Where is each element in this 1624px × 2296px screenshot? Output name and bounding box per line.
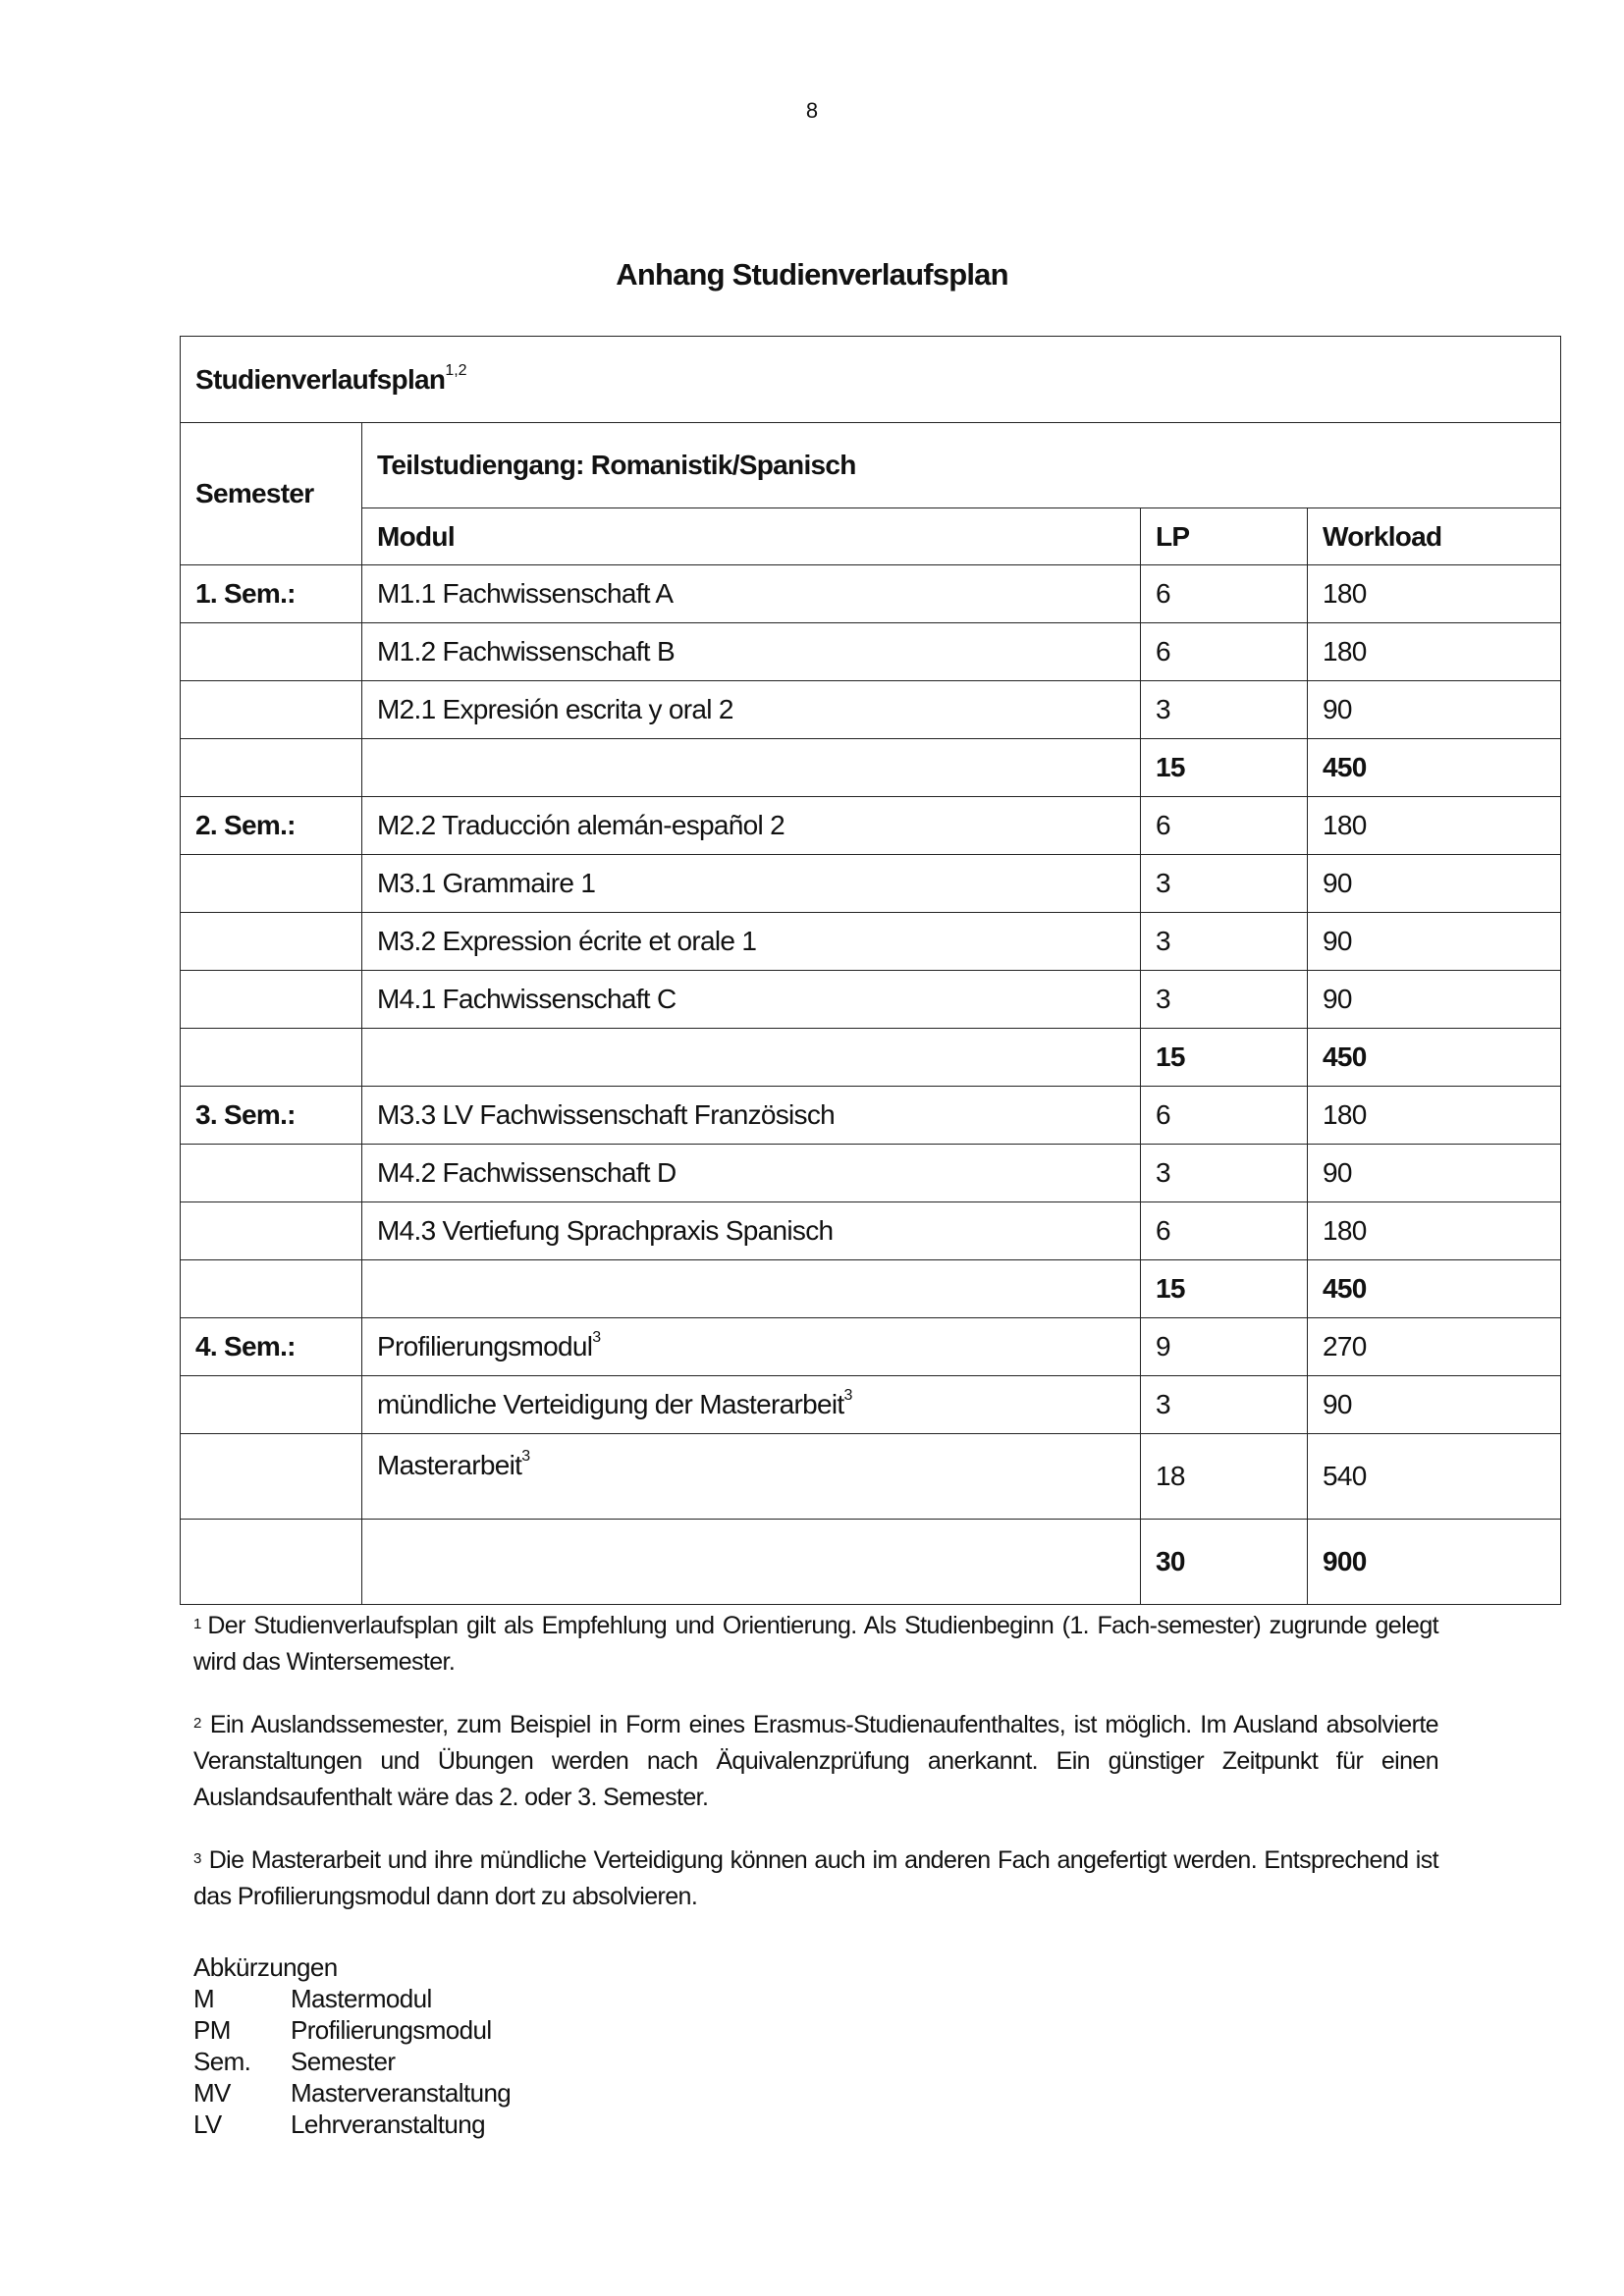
lp-cell-text: 6 bbox=[1156, 1099, 1170, 1130]
module-cell bbox=[362, 623, 1141, 681]
module-cell bbox=[362, 739, 1141, 797]
module-cell-text: Profilierungsmodul bbox=[377, 1331, 593, 1362]
workload-cell-text: 450 bbox=[1323, 752, 1367, 782]
module-cell-text: M2.2 Traducción alemán-español 2 bbox=[377, 810, 785, 840]
table-caption-row bbox=[181, 337, 1561, 423]
module-cell bbox=[362, 1202, 1141, 1260]
lp-cell-text: 6 bbox=[1156, 1215, 1170, 1246]
lp-cell-text: 15 bbox=[1156, 1041, 1185, 1072]
abbreviation-item bbox=[193, 2109, 511, 2140]
workload-cell-text: 90 bbox=[1323, 868, 1352, 898]
lp-cell-text: 6 bbox=[1156, 810, 1170, 840]
column-header-row bbox=[181, 508, 1561, 565]
workload-cell bbox=[1308, 681, 1561, 739]
semester-cell bbox=[181, 913, 362, 971]
col-header-lp: LP bbox=[1141, 508, 1308, 565]
module-cell bbox=[362, 1260, 1141, 1318]
footnote-mark: 3 bbox=[193, 1850, 202, 1867]
module-cell bbox=[362, 681, 1141, 739]
lp-cell-text: 3 bbox=[1156, 694, 1170, 724]
workload-cell-text: 180 bbox=[1323, 1099, 1367, 1130]
workload-cell-text: 450 bbox=[1323, 1041, 1367, 1072]
workload-cell bbox=[1308, 1318, 1561, 1376]
module-cell-text: M3.2 Expression écrite et orale 1 bbox=[377, 926, 757, 956]
lp-cell bbox=[1141, 739, 1308, 797]
workload-cell bbox=[1308, 1260, 1561, 1318]
module-cell-text: M3.1 Grammaire 1 bbox=[377, 868, 596, 898]
lp-cell bbox=[1141, 1202, 1308, 1260]
workload-cell-text: 90 bbox=[1323, 1157, 1352, 1188]
semester-total-row bbox=[181, 1260, 1561, 1318]
abbr: MV bbox=[193, 2078, 231, 2108]
lp-cell-text: 6 bbox=[1156, 578, 1170, 609]
workload-cell bbox=[1308, 1087, 1561, 1145]
module-cell-text: M3.3 LV Fachwissenschaft Französisch bbox=[377, 1099, 836, 1130]
workload-cell-text: 90 bbox=[1323, 1389, 1352, 1419]
footnote-2 bbox=[193, 1707, 1438, 1816]
module-row bbox=[181, 1145, 1561, 1202]
semester-cell-text: 1. Sem.: bbox=[195, 578, 296, 609]
lp-cell bbox=[1141, 1318, 1308, 1376]
module-row bbox=[181, 623, 1561, 681]
footnote-text: Ein Auslandssemester, zum Beispiel in Form eines Erasmus-Studienaufenthaltes, ist möglich. Im Ausland absolvierte Veranstaltungen und Übungen werden nach Äquivalenzprüfung anerkannt. Ein günstiger Zeitpunkt für einen Auslandsaufenthalt wäre das 2. oder 3. Semester. bbox=[193, 1711, 1438, 1811]
workload-cell bbox=[1308, 797, 1561, 855]
module-row bbox=[181, 565, 1561, 623]
lp-cell bbox=[1141, 913, 1308, 971]
semester-cell bbox=[181, 739, 362, 797]
caption-footnote-mark: 1,2 bbox=[445, 361, 467, 379]
footnote-3 bbox=[193, 1842, 1438, 1915]
footnote-mark: 3 bbox=[843, 1387, 853, 1404]
lp-cell bbox=[1141, 1087, 1308, 1145]
abbreviations-heading: Abkürzungen bbox=[193, 1952, 338, 1982]
lp-cell bbox=[1141, 1434, 1308, 1520]
module-cell-text: M2.1 Expresión escrita y oral 2 bbox=[377, 694, 733, 724]
table-caption bbox=[181, 337, 1561, 423]
workload-cell bbox=[1308, 1145, 1561, 1202]
module-cell bbox=[362, 797, 1141, 855]
semester-cell bbox=[181, 1145, 362, 1202]
semester-cell bbox=[181, 1260, 362, 1318]
semester-cell bbox=[181, 797, 362, 855]
workload-cell-text: 180 bbox=[1323, 636, 1367, 667]
module-row bbox=[181, 1202, 1561, 1260]
col-header-workload: Workload bbox=[1308, 508, 1561, 565]
module-cell bbox=[362, 1376, 1141, 1434]
module-cell bbox=[362, 1434, 1141, 1520]
abbr-full: Profilierungsmodul bbox=[291, 2015, 492, 2045]
lp-cell-text: 30 bbox=[1156, 1546, 1185, 1576]
semester-total-row bbox=[181, 1029, 1561, 1087]
workload-cell bbox=[1308, 1202, 1561, 1260]
abbr: LV bbox=[193, 2109, 222, 2139]
semester-cell-text: 2. Sem.: bbox=[195, 810, 296, 840]
semester-total-row bbox=[181, 1520, 1561, 1605]
lp-cell bbox=[1141, 1145, 1308, 1202]
lp-cell bbox=[1141, 971, 1308, 1029]
abbr-full: Mastermodul bbox=[291, 1984, 432, 2013]
module-row bbox=[181, 913, 1561, 971]
workload-cell bbox=[1308, 971, 1561, 1029]
lp-cell bbox=[1141, 565, 1308, 623]
module-cell bbox=[362, 1087, 1141, 1145]
lp-cell-text: 18 bbox=[1156, 1461, 1185, 1491]
footnote-mark: 2 bbox=[193, 1715, 202, 1732]
semester-cell bbox=[181, 1087, 362, 1145]
semester-cell-text: 4. Sem.: bbox=[195, 1331, 296, 1362]
semester-cell bbox=[181, 623, 362, 681]
abbreviation-item bbox=[193, 2014, 511, 2046]
semester-cell bbox=[181, 1376, 362, 1434]
program-row bbox=[181, 423, 1561, 508]
lp-cell-text: 3 bbox=[1156, 984, 1170, 1014]
footnote-mark: 3 bbox=[592, 1329, 602, 1346]
footnote-1 bbox=[193, 1608, 1438, 1681]
lp-cell bbox=[1141, 681, 1308, 739]
lp-cell bbox=[1141, 855, 1308, 913]
module-cell bbox=[362, 1029, 1141, 1087]
module-cell bbox=[362, 971, 1141, 1029]
module-row bbox=[181, 681, 1561, 739]
lp-cell-text: 15 bbox=[1156, 752, 1185, 782]
lp-cell-text: 3 bbox=[1156, 1389, 1170, 1419]
lp-cell bbox=[1141, 1260, 1308, 1318]
lp-cell bbox=[1141, 1029, 1308, 1087]
workload-cell bbox=[1308, 913, 1561, 971]
footnote-mark: 1 bbox=[193, 1616, 202, 1632]
study-plan-table bbox=[180, 336, 1561, 1605]
module-cell bbox=[362, 1145, 1141, 1202]
semester-cell bbox=[181, 855, 362, 913]
semester-cell bbox=[181, 1434, 362, 1520]
module-cell bbox=[362, 913, 1141, 971]
lp-cell bbox=[1141, 1376, 1308, 1434]
workload-cell-text: 180 bbox=[1323, 1215, 1367, 1246]
workload-cell bbox=[1308, 1029, 1561, 1087]
caption-text: Studienverlaufsplan bbox=[195, 363, 446, 395]
module-row bbox=[181, 797, 1561, 855]
program-header: Teilstudiengang: Romanistik/Spanisch bbox=[362, 423, 1561, 508]
lp-cell-text: 9 bbox=[1156, 1331, 1170, 1362]
module-row bbox=[181, 971, 1561, 1029]
module-cell bbox=[362, 565, 1141, 623]
module-cell bbox=[362, 1318, 1141, 1376]
module-cell-text: M1.2 Fachwissenschaft B bbox=[377, 636, 675, 667]
col-header-modul: Modul bbox=[362, 508, 1141, 565]
workload-cell bbox=[1308, 623, 1561, 681]
module-row bbox=[181, 1434, 1561, 1520]
module-cell-text: M4.3 Vertiefung Sprachpraxis Spanisch bbox=[377, 1215, 834, 1246]
module-cell bbox=[362, 855, 1141, 913]
lp-cell bbox=[1141, 1520, 1308, 1605]
page-title: Anhang Studienverlaufsplan bbox=[616, 257, 1008, 292]
module-row bbox=[181, 1376, 1561, 1434]
semester-cell bbox=[181, 565, 362, 623]
lp-cell bbox=[1141, 797, 1308, 855]
workload-cell-text: 270 bbox=[1323, 1331, 1367, 1362]
lp-cell-text: 15 bbox=[1156, 1273, 1185, 1304]
semester-cell bbox=[181, 971, 362, 1029]
workload-cell bbox=[1308, 1520, 1561, 1605]
lp-cell-text: 3 bbox=[1156, 868, 1170, 898]
module-cell bbox=[362, 1520, 1141, 1605]
abbr-full: Masterveranstaltung bbox=[291, 2078, 512, 2108]
workload-cell bbox=[1308, 739, 1561, 797]
workload-cell-text: 90 bbox=[1323, 984, 1352, 1014]
lp-cell-text: 3 bbox=[1156, 1157, 1170, 1188]
workload-cell-text: 180 bbox=[1323, 810, 1367, 840]
semester-cell-text: 3. Sem.: bbox=[195, 1099, 296, 1130]
module-row bbox=[181, 1318, 1561, 1376]
workload-cell bbox=[1308, 1434, 1561, 1520]
module-cell-text: M1.1 Fachwissenschaft A bbox=[377, 578, 674, 609]
workload-cell bbox=[1308, 1376, 1561, 1434]
abbr-full: Semester bbox=[291, 2047, 396, 2076]
abbreviation-item bbox=[193, 2046, 511, 2077]
semester-cell bbox=[181, 1202, 362, 1260]
footnote-text: Der Studienverlaufsplan gilt als Empfehlung und Orientierung. Als Studienbeginn (1. Fach-semester) zugrunde gelegt wird das Wintersemester. bbox=[193, 1612, 1438, 1676]
abbr: Sem. bbox=[193, 2047, 251, 2076]
abbr-full: Lehrveranstaltung bbox=[291, 2109, 485, 2139]
abbr: PM bbox=[193, 2015, 231, 2045]
module-cell-text: M4.1 Fachwissenschaft C bbox=[377, 984, 677, 1014]
lp-cell-text: 6 bbox=[1156, 636, 1170, 667]
module-cell-text: Masterarbeit bbox=[377, 1450, 522, 1480]
abbreviation-item bbox=[193, 2077, 511, 2109]
workload-cell-text: 450 bbox=[1323, 1273, 1367, 1304]
abbreviation-item bbox=[193, 1983, 511, 2014]
workload-cell-text: 900 bbox=[1323, 1546, 1367, 1576]
semester-cell bbox=[181, 681, 362, 739]
module-row bbox=[181, 855, 1561, 913]
module-cell-text: M4.2 Fachwissenschaft D bbox=[377, 1157, 677, 1188]
workload-cell-text: 90 bbox=[1323, 926, 1352, 956]
semester-cell bbox=[181, 1318, 362, 1376]
abbr: M bbox=[193, 1984, 215, 2013]
semester-cell bbox=[181, 1029, 362, 1087]
footnotes bbox=[193, 1608, 1438, 1942]
abbreviations bbox=[193, 1951, 511, 2140]
workload-cell-text: 540 bbox=[1323, 1461, 1367, 1491]
lp-cell-text: 3 bbox=[1156, 926, 1170, 956]
footnote-text: Die Masterarbeit und ihre mündliche Verteidigung können auch im anderen Fach angefertigt werden. Entsprechend ist das Profilierungsmodul dann dort zu absolvieren. bbox=[193, 1846, 1438, 1910]
module-row bbox=[181, 1087, 1561, 1145]
workload-cell bbox=[1308, 565, 1561, 623]
workload-cell bbox=[1308, 855, 1561, 913]
footnote-mark: 3 bbox=[521, 1448, 531, 1465]
lp-cell bbox=[1141, 623, 1308, 681]
workload-cell-text: 180 bbox=[1323, 578, 1367, 609]
page-number: 8 bbox=[805, 98, 819, 123]
semester-cell bbox=[181, 1520, 362, 1605]
semester-header: Semester bbox=[181, 423, 362, 565]
semester-total-row bbox=[181, 739, 1561, 797]
module-cell-text: mündliche Verteidigung der Masterarbeit bbox=[377, 1389, 844, 1419]
workload-cell-text: 90 bbox=[1323, 694, 1352, 724]
